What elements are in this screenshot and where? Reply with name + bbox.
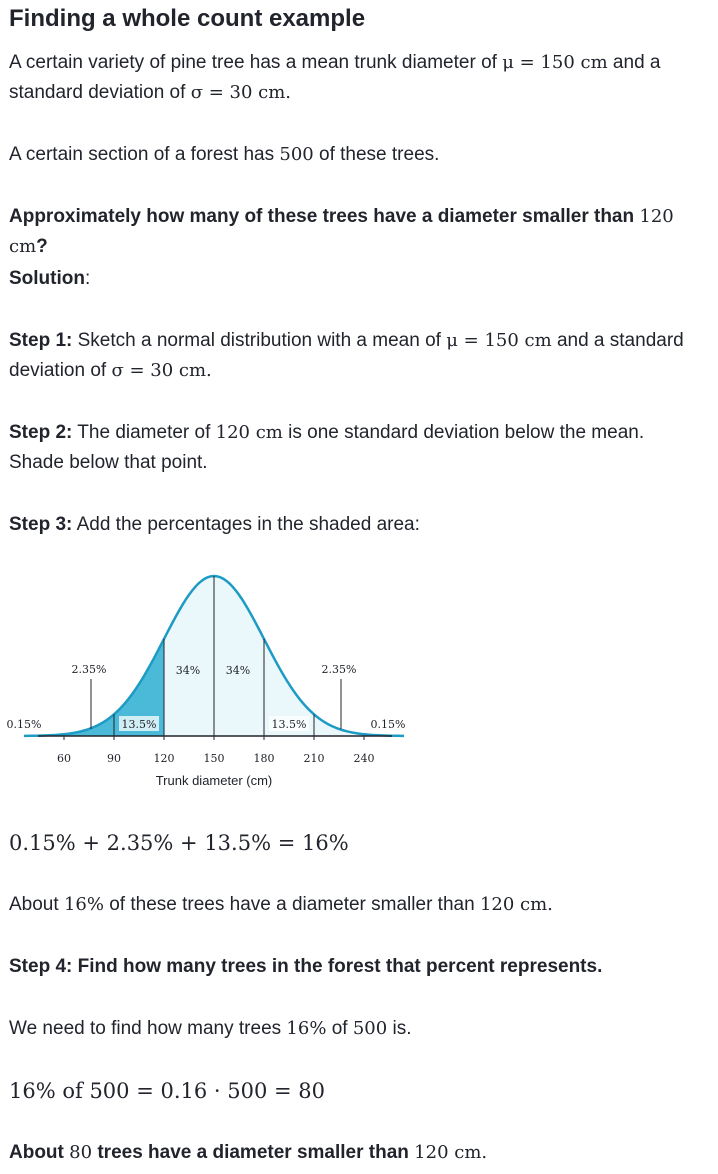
sd-value: σ = 30 cm. (190, 82, 291, 103)
conclusion-paragraph (9, 1138, 709, 1168)
need-text-3: is. (387, 1018, 412, 1039)
about-paragraph (9, 890, 709, 920)
need-text-1: We need to find how many trees (9, 1018, 287, 1039)
x-tick-label-60: 60 (57, 752, 71, 765)
step1-text-3: deviation of (9, 360, 112, 381)
section-text-2: of these trees. (313, 144, 440, 165)
intro-paragraph (9, 48, 709, 108)
step2-text-2: is one standard deviation below the mean. (282, 422, 645, 443)
section-paragraph (9, 140, 709, 170)
region-label-2: 13.5% (121, 718, 157, 731)
x-tick-label-240: 240 (353, 752, 375, 765)
step1-label: Step 1: (9, 330, 73, 351)
product-equation: 16% of 500 = 0.16 · 500 = 80 (9, 1079, 326, 1103)
region-label-4: 34% (225, 664, 251, 677)
step1-text-2: and a standard (551, 330, 684, 351)
x-tick-label-120: 120 (153, 752, 175, 765)
x-tick-label-210: 210 (303, 752, 325, 765)
step3-text: Add the percentages in the shaded area: (72, 514, 420, 535)
region-label-0: 0.15% (6, 718, 42, 731)
region-label-7: 0.15% (370, 718, 406, 731)
conclusion-count: 80 (69, 1142, 93, 1163)
step4-heading: Step 4: Find how many trees in the forest that percent represents. (9, 956, 603, 977)
about-text-2: of these trees have a diameter smaller than (103, 894, 480, 915)
sum-equation: 0.15% + 2.35% + 13.5% = 16% (9, 831, 349, 855)
conclusion-text-2: trees have a diameter smaller than (92, 1142, 415, 1163)
section-text-1: A certain section of a forest has (9, 144, 280, 165)
x-tick-label-150: 150 (203, 752, 225, 765)
step2-label: Step 2: (9, 422, 73, 443)
step3-label: Step 3: (9, 514, 73, 535)
need-total: 500 (352, 1018, 388, 1039)
mean-value: μ = 150 cm (502, 52, 608, 73)
step2-paragraph (9, 418, 709, 478)
region-label-3: 34% (175, 664, 201, 677)
intro-text-1: A certain variety of pine tree has a mean trunk diameter of (9, 52, 503, 73)
conclusion-value: 120 cm. (414, 1142, 488, 1163)
region-label-1: 2.35% (71, 663, 107, 676)
tree-count: 500 (279, 144, 314, 165)
region-label-6: 2.35% (321, 663, 357, 676)
step1-text-1: Sketch a normal distribution with a mean of (72, 330, 447, 351)
x-tick-label-180: 180 (253, 752, 275, 765)
about-text-1: About (9, 894, 64, 915)
region-label-5: 13.5% (271, 718, 307, 731)
need-paragraph (9, 1014, 709, 1044)
intro-text-2: and a (607, 52, 661, 73)
normal-distribution-chart (0, 560, 420, 800)
need-percent: 16% (286, 1018, 327, 1039)
step2-text-3: Shade below that point. (9, 452, 208, 473)
step1-paragraph (9, 326, 709, 386)
about-percent: 16% (63, 894, 104, 915)
step1-mean: μ = 150 cm (446, 330, 552, 351)
solution-label: Solution (9, 268, 85, 289)
x-tick-label-90: 90 (107, 752, 121, 765)
unshaded-area (164, 576, 404, 736)
solution-colon: : (84, 268, 91, 289)
question-text-1: Approximately how many of these trees have a diameter smaller than (9, 206, 640, 227)
question-value: 120 cm (9, 206, 674, 257)
solution-heading (9, 264, 709, 294)
about-value: 120 cm. (479, 894, 553, 915)
step1-sd: σ = 30 cm. (111, 360, 212, 381)
step3-paragraph (9, 510, 709, 540)
step2-text-1: The diameter of (72, 422, 216, 443)
page-title: Finding a whole count example (9, 5, 366, 32)
intro-text-3: standard deviation of (9, 82, 191, 103)
x-axis-label: Trunk diameter (cm) (155, 773, 273, 788)
need-text-2: of (326, 1018, 353, 1039)
step2-value: 120 cm (215, 422, 283, 443)
question-paragraph (9, 202, 709, 262)
question-text-2: ? (36, 236, 48, 257)
conclusion-text-1: About (9, 1142, 70, 1163)
